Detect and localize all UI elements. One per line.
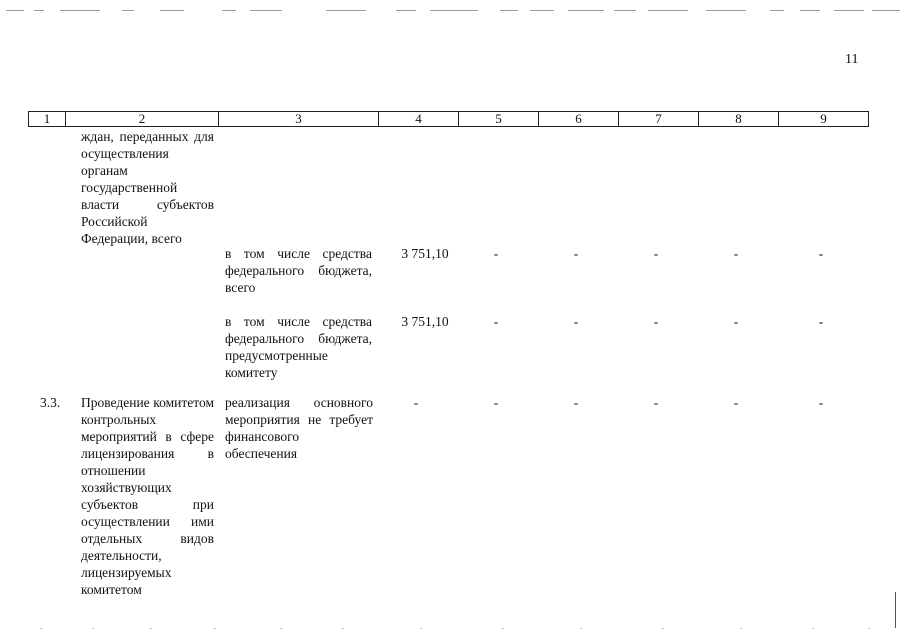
sub-row-2-value: 3 751,10: [401, 314, 449, 329]
sub-row-1-col-9: -: [818, 246, 824, 261]
sub-row-1-value: 3 751,10: [401, 246, 449, 261]
sub-row-1-col-7: -: [653, 246, 659, 261]
row-3-3-col-7: -: [653, 395, 659, 410]
sub-row-1-col-6: -: [573, 246, 579, 261]
scan-margin-mark: [895, 592, 896, 628]
sub-row-1-col-5: -: [493, 246, 499, 261]
column-header-7: 7: [618, 111, 698, 127]
sub-row-1-source: в том числе средства федерального бюджета, всего: [225, 246, 372, 295]
sub-row-2-col-7: -: [653, 314, 659, 329]
row-3-3-col-8: -: [733, 395, 739, 410]
column-header-9: 9: [778, 111, 869, 127]
scan-bottom-dots: [0, 624, 905, 632]
column-header-2: 2: [65, 111, 218, 127]
column-header-5: 5: [458, 111, 538, 127]
row-3-3-number: 3.3.: [40, 395, 61, 410]
sub-row-2-source: в том числе средства федерального бюджета, предусмотренные комитету: [225, 314, 372, 380]
row-3-3-source: реализация основного мероприятия не требует финансового обеспечения: [225, 395, 373, 461]
sub-row-2-col-8: -: [733, 314, 739, 329]
sub-row-2-col-5: -: [493, 314, 499, 329]
column-header-6: 6: [538, 111, 618, 127]
sub-row-1-col-8: -: [733, 246, 739, 261]
row-3-3-col-5: -: [493, 395, 499, 410]
sub-row-2-col-6: -: [573, 314, 579, 329]
row-3-3-col-6: -: [573, 395, 579, 410]
sub-row-2-col-9: -: [818, 314, 824, 329]
continued-row-name: ждан, переданных для осуществления органам государственной власти субъектов Российской Федерации, всего: [81, 129, 214, 246]
column-header-1: 1: [28, 111, 65, 127]
column-header-4: 4: [378, 111, 458, 127]
row-3-3-col-9: -: [818, 395, 824, 410]
row-3-3-name: Проведение комитетом контрольных мероприятий в сфере лицензирования в отношении хозяйствующих субъектов при осуществлении ими отдельных видов деятельности, лицензируемых комитетом: [81, 395, 214, 597]
page-number: 11: [845, 52, 859, 67]
column-header-8: 8: [698, 111, 778, 127]
row-3-3-value: -: [413, 395, 419, 410]
column-header-3: 3: [218, 111, 378, 127]
scan-edge-artifact: [0, 0, 905, 18]
table-header-row: [28, 111, 869, 127]
